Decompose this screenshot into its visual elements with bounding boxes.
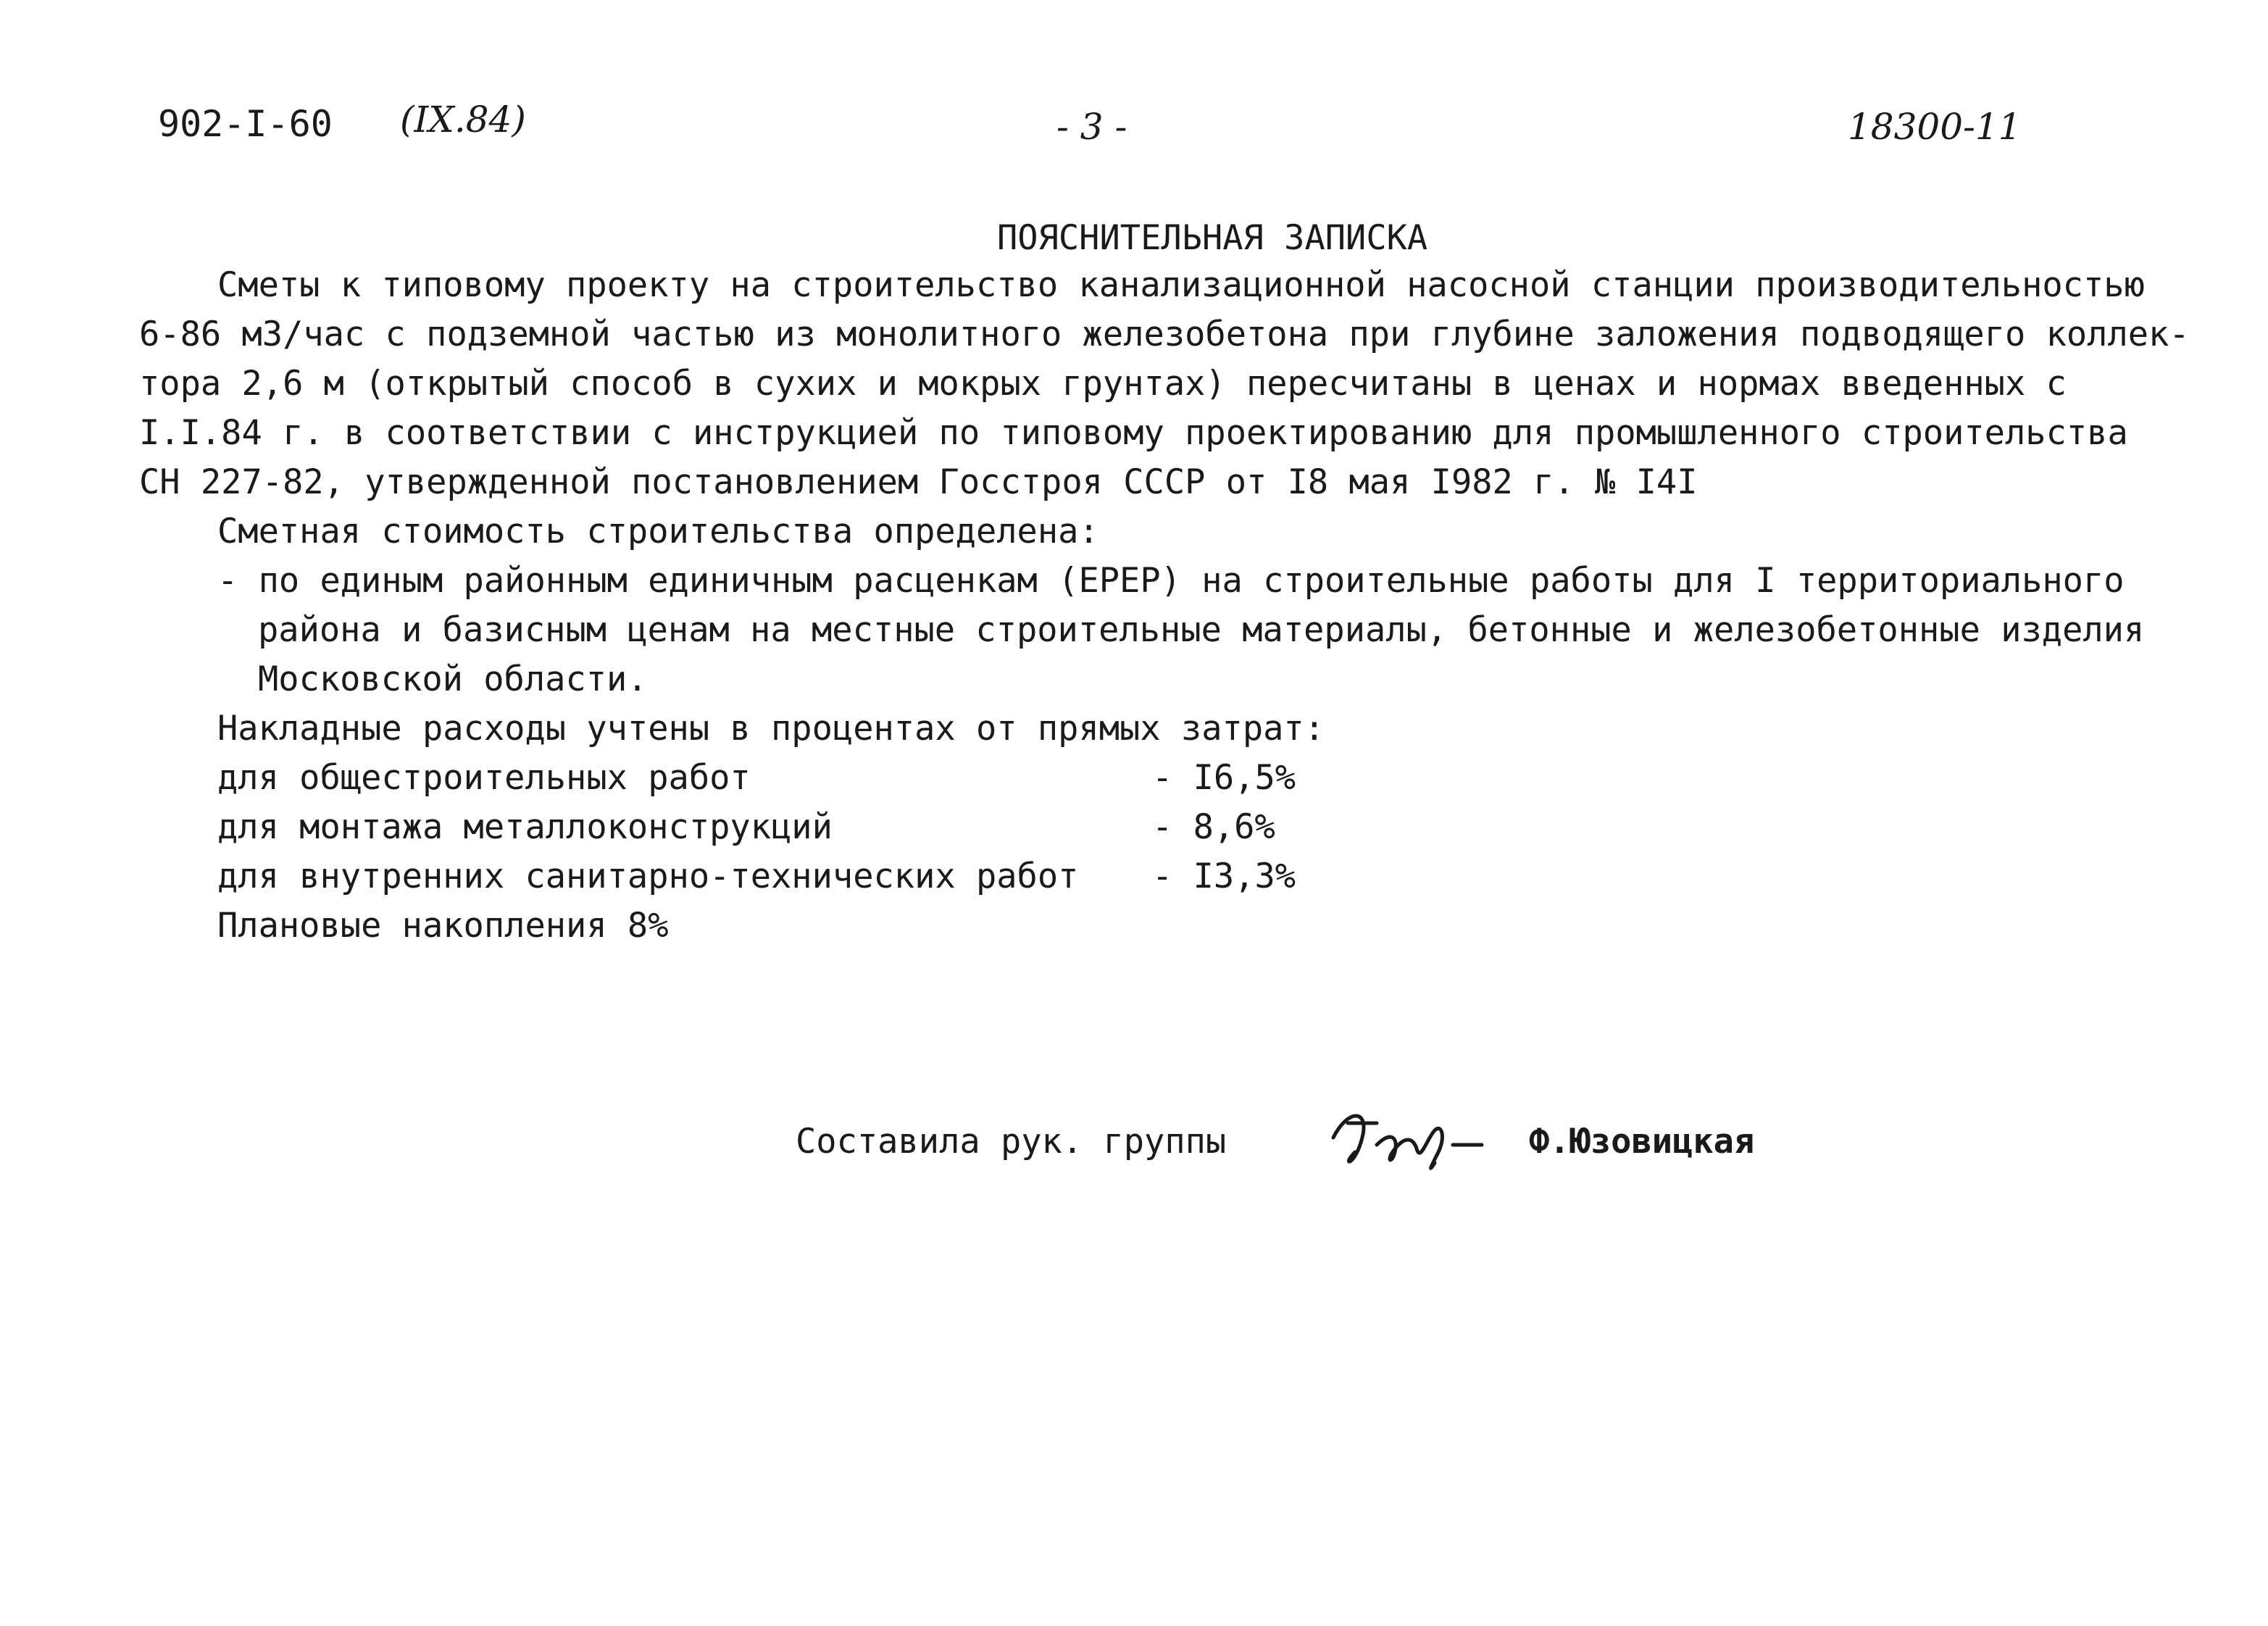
overhead-value-general: - I6,5% xyxy=(1152,758,1296,798)
date-code: (IX.84) xyxy=(400,99,526,141)
overhead-label-general: для общестроительных работ xyxy=(217,758,751,798)
signature-name: Ф.Юзовицкая xyxy=(1529,1122,1755,1162)
overhead-value-metal: - 8,6% xyxy=(1152,807,1275,847)
page-number: - 3 - xyxy=(1056,106,1127,148)
body-line-3: тора 2,6 м (открытый способ в сухих и мокрых грунтах) пересчитаны в ценах и нормах введенных с xyxy=(139,364,2067,404)
cost-intro: Сметная стоимость строительства определена: xyxy=(217,512,1099,551)
body-line-5: СН 227-82, утвержденной постановлением Госстроя СССР от I8 мая I982 г. № I4I xyxy=(139,462,1698,502)
body-line-2: 6-86 м3/час с подземной частью из монолитного железобетона при глубине заложения подводящего коллек- xyxy=(139,314,2190,354)
bullet-line-3: Московской области. xyxy=(258,659,648,699)
overhead-intro: Накладные расходы учтены в процентах от прямых затрат: xyxy=(217,709,1325,749)
planned-savings: Плановые накопления 8% xyxy=(217,906,669,946)
overhead-label-metal: для монтажа металлоконструкций xyxy=(217,807,833,847)
overhead-value-sanitary: - I3,3% xyxy=(1152,856,1296,896)
body-line-1: Сметы к типовому проекту на строительство канализационной насосной станции производительностью xyxy=(217,265,2145,305)
body-line-4: I.I.84 г. в соответствии с инструкцией по типовому проектированию для промышленного строительства xyxy=(139,413,2128,453)
bullet-line-1: - по единым районным единичным расценкам (ЕРЕР) на строительные работы для I территориального xyxy=(217,561,2125,601)
handwritten-signature xyxy=(1326,1094,1507,1181)
page-title: ПОЯСНИТЕЛЬНАЯ ЗАПИСКА xyxy=(997,218,1428,258)
archive-number: 18300-11 xyxy=(1848,106,2022,148)
doc-code: 902-I-60 xyxy=(158,103,333,145)
bullet-line-2: района и базисным ценам на местные строительные материалы, бетонные и железобетонные изделия xyxy=(258,610,2145,650)
overhead-label-sanitary: для внутренних санитарно-технических работ xyxy=(217,856,1079,896)
signature-prefix: Составила рук. группы xyxy=(796,1122,1227,1162)
